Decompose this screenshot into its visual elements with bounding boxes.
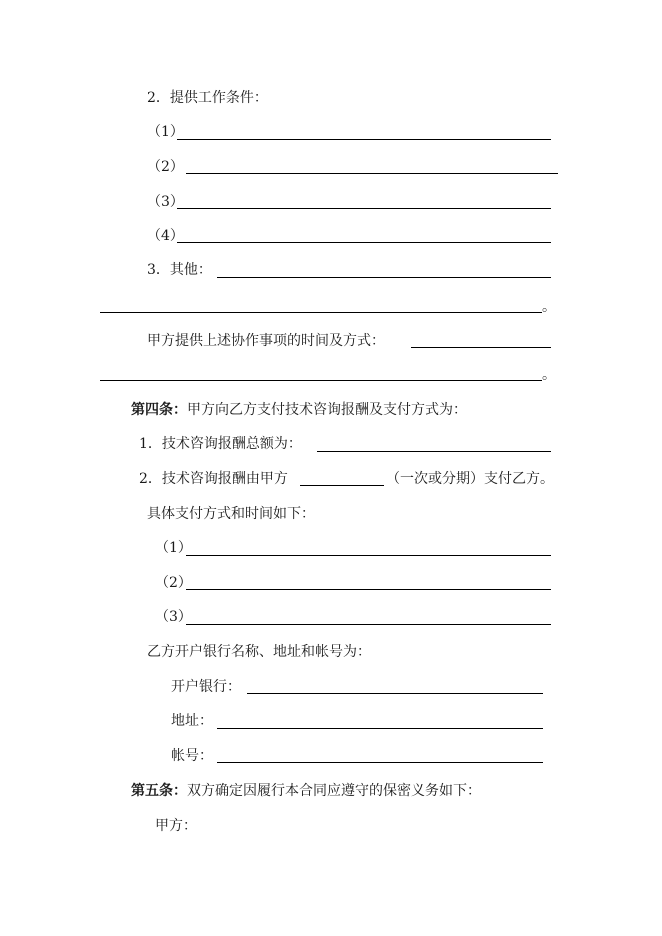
bank-info-label: 乙方开户银行名称、地址和帐号为：	[147, 644, 371, 660]
cond4-blank[interactable]	[177, 242, 551, 243]
pay1-blank[interactable]	[186, 555, 551, 556]
cond3-label: （3）	[147, 194, 184, 210]
cond2-blank[interactable]	[186, 173, 558, 174]
fee-payment-blank[interactable]	[300, 485, 384, 486]
cond1-blank[interactable]	[177, 139, 551, 140]
coop-time-blank[interactable]	[411, 347, 551, 348]
period-mark: 。	[542, 367, 556, 383]
article5-heading	[131, 783, 481, 799]
cond3-blank[interactable]	[177, 208, 551, 209]
account-blank[interactable]	[217, 762, 543, 763]
pay2-blank[interactable]	[186, 589, 551, 590]
other-blank-cont[interactable]	[100, 312, 542, 313]
bank-blank[interactable]	[247, 693, 543, 694]
fee-total-blank[interactable]	[317, 451, 551, 452]
payment-detail-label: 具体支付方式和时间如下：	[147, 506, 315, 522]
address-label: 地址：	[171, 713, 213, 729]
pay2-label: （2）	[155, 575, 192, 591]
article4-text: 甲方向乙方支付技术咨询报酬及支付方式为：	[187, 402, 467, 418]
article4-title: 第四条：	[131, 402, 187, 418]
article4-heading	[131, 402, 467, 418]
account-label: 帐号：	[171, 748, 213, 764]
other-blank[interactable]	[217, 277, 551, 278]
coop-time-blank-cont[interactable]	[100, 380, 542, 381]
bank-label: 开户银行：	[171, 679, 241, 695]
item2-label: 2．提供工作条件：	[147, 90, 268, 106]
coop-time-label: 甲方提供上述协作事项的时间及方式：	[147, 333, 385, 349]
pay3-blank[interactable]	[186, 624, 551, 625]
fee-payment-suffix: （一次或分期）支付乙方。	[386, 471, 554, 487]
cond2-label: （2）	[147, 159, 184, 175]
party-a-label: 甲方：	[155, 818, 197, 834]
item3-label: 3．其他：	[147, 262, 212, 278]
cond1-label: （1）	[147, 124, 184, 140]
address-blank[interactable]	[217, 728, 543, 729]
article5-title: 第五条：	[131, 783, 187, 799]
cond4-label: （4）	[147, 228, 184, 244]
fee-total-label: 1．技术咨询报酬总额为：	[139, 436, 302, 452]
pay3-label: （3）	[155, 609, 192, 625]
period-mark: 。	[542, 299, 556, 315]
article5-text: 双方确定因履行本合同应遵守的保密义务如下：	[187, 783, 481, 799]
fee-payment-prefix: 2．技术咨询报酬由甲方	[139, 471, 288, 487]
pay1-label: （1）	[155, 540, 192, 556]
